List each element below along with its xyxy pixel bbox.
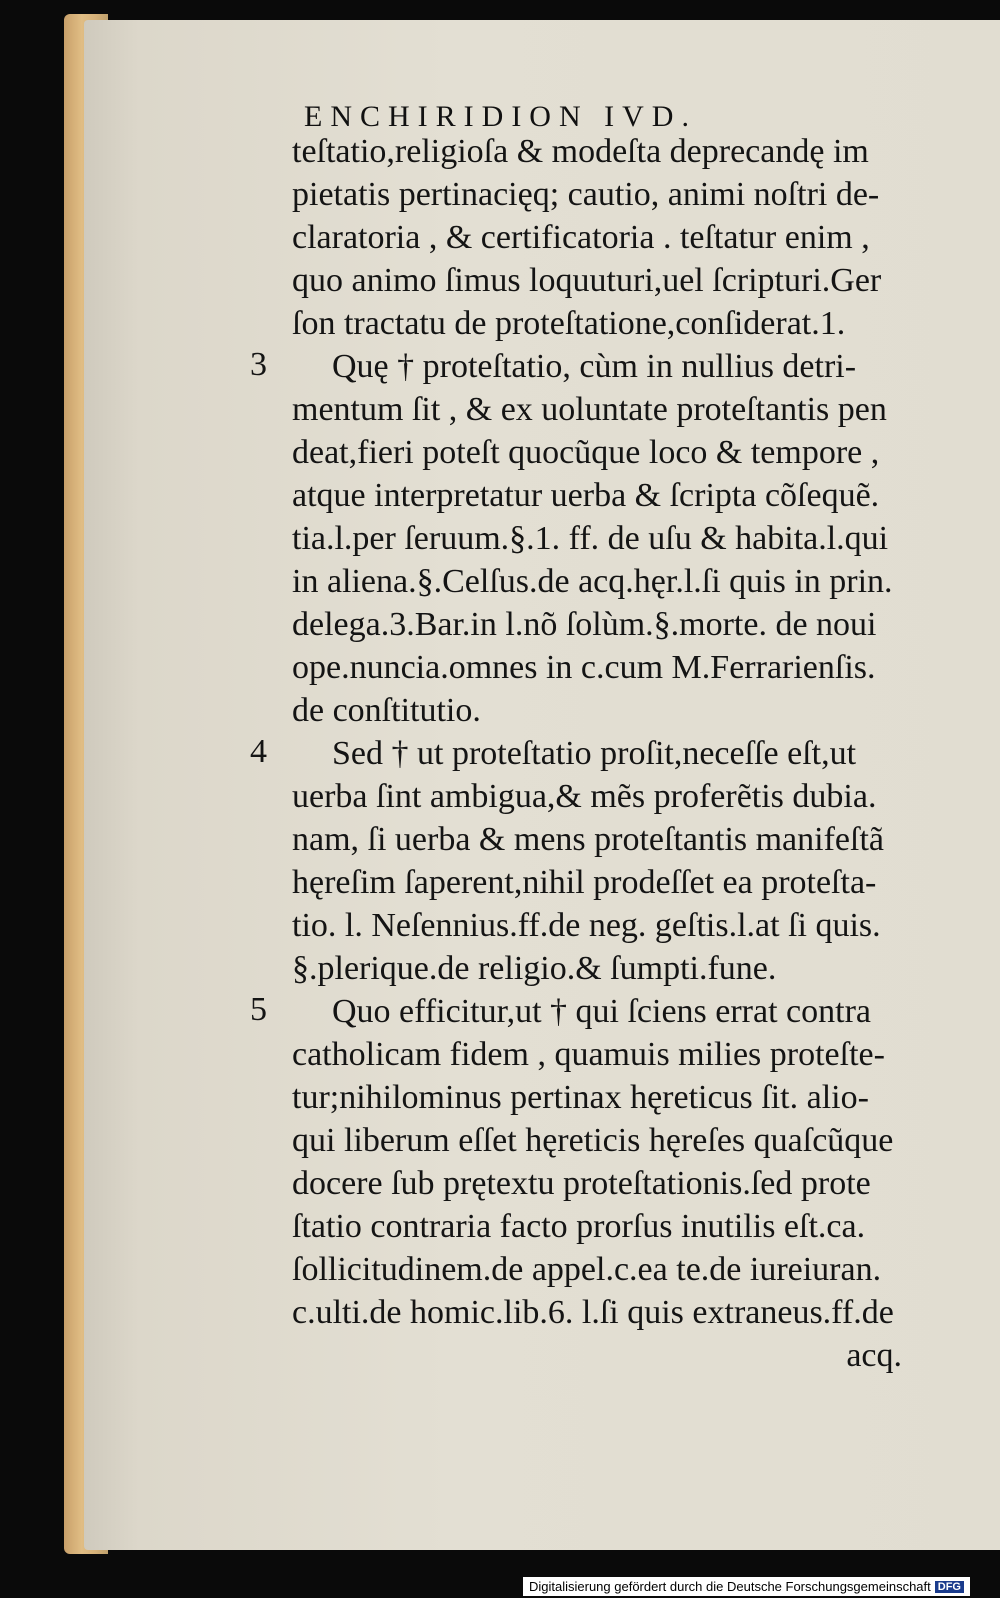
- footer-text: Digitalisierung gefördert durch die Deutsche Forschungsgemeinschaft: [528, 1579, 931, 1594]
- text-line: §.plerique.de religio.& ſumpti.fune.: [292, 950, 777, 987]
- text-line: ſtatio contraria facto prorſus inutilis eſt.ca.: [292, 1208, 866, 1245]
- text-line: catholicam fidem , quamuis milies proteſte-: [292, 1036, 885, 1073]
- margin-number: 3: [250, 346, 267, 383]
- text-line: claratoria , & certificatoria . teſtatur enim ,: [292, 219, 870, 256]
- text-line: de conſtitutio.: [292, 692, 481, 729]
- text-line: teſtatio,religioſa & modeſta deprecandę im: [292, 133, 869, 170]
- text-line: c.ulti.de homic.lib.6. l.ſi quis extraneus.ff.de: [292, 1294, 894, 1331]
- text-line: uerba ſint ambigua,& mẽs proferẽtis dubia.: [292, 778, 877, 815]
- text-line: deat,fieri poteſt quocũque loco & tempore ,: [292, 434, 880, 471]
- text-line: mentum ſit , & ex uoluntate proteſtantis pen: [292, 391, 887, 428]
- text-line: pietatis pertinacięq; cautio, animi noſtri de-: [292, 176, 880, 213]
- text-line: hęreſim ſaperent,nihil prodeſſet ea proteſta-: [292, 864, 877, 901]
- margin-number: 4: [250, 733, 267, 770]
- text-line: tio. l. Neſennius.ff.de neg. geſtis.l.at ſi quis.: [292, 907, 881, 944]
- text-line: in aliena.§.Celſus.de acq.hęr.l.ſi quis in prin.: [292, 563, 893, 600]
- text-line: tia.l.per ſeruum.§.1. ff. de uſu & habita.l.qui: [292, 520, 889, 557]
- text-line: tur;nihilominus pertinax hęreticus ſit. alio-: [292, 1079, 869, 1116]
- body-text: [292, 130, 972, 1377]
- catchword: acq.: [846, 1337, 902, 1374]
- text-line: Quo efficitur,ut † qui ſciens errat contra: [332, 993, 871, 1030]
- text-line: ſollicitudinem.de appel.c.ea te.de iureiuran.: [292, 1251, 882, 1288]
- margin-number: 5: [250, 991, 267, 1028]
- text-line: qui liberum eſſet hęreticis hęreſes quaſcũque: [292, 1122, 894, 1159]
- dfg-logo-icon: DFG: [935, 1581, 964, 1593]
- text-line: nam, ſi uerba & mens proteſtantis manifeſtã: [292, 821, 884, 858]
- text-line: atque interpretatur uerba & ſcripta cõſequẽ.: [292, 477, 880, 514]
- text-line: Quę † proteſtatio, cùm in nullius detri-: [332, 348, 857, 385]
- text-line: ſon tractatu de proteſtatione,conſiderat.1.: [292, 305, 846, 342]
- digitization-footer: [523, 1577, 970, 1596]
- text-line: docere ſub prętextu proteſtationis.ſed prote: [292, 1165, 871, 1202]
- running-head: ENCHIRIDION IVD.: [304, 100, 697, 133]
- text-line: quo animo ſimus loquuturi,uel ſcripturi.Ger: [292, 262, 882, 299]
- text-line: delega.3.Bar.in l.nõ ſolùm.§.morte. de noui: [292, 606, 877, 643]
- text-line: Sed † ut proteſtatio proſit,neceſſe eſt,ut: [332, 735, 857, 772]
- text-line: ope.nuncia.omnes in c.cum M.Ferrarienſis.: [292, 649, 876, 686]
